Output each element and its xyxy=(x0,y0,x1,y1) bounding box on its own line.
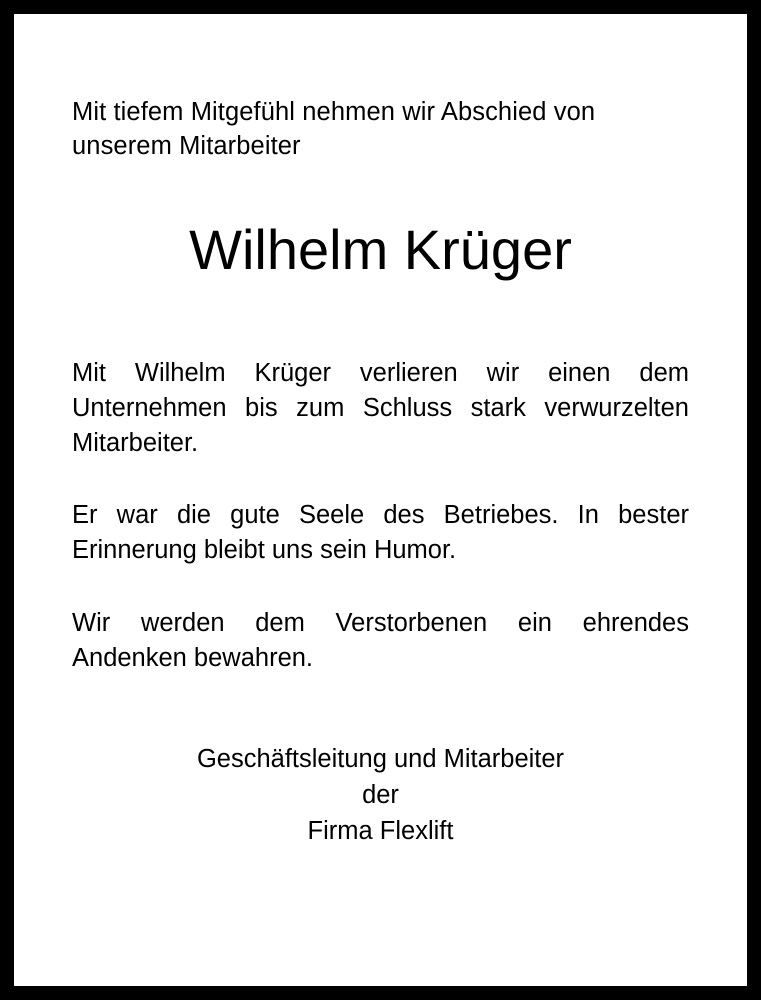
deceased-name: Wilhelm Krüger xyxy=(189,217,572,281)
signature-line-1: Geschäftsleitung und Mitarbeiter xyxy=(196,744,565,773)
memorial-paragraph-2: Er war die gute Seele des Betriebes. In bester Erinnerung bleibt uns sein Humor. xyxy=(72,501,689,565)
signature-line-3: Firma Flexlift xyxy=(307,816,454,845)
signature-line-2: der xyxy=(362,780,399,809)
intro-text: Mit tiefem Mitgefühl nehmen wir Abschied von unserem Mitarbeiter xyxy=(72,98,596,160)
memorial-paragraph-3: Wir werden dem Verstorbenen ein ehrendes Andenken bewahren. xyxy=(72,609,689,672)
obituary-content xyxy=(14,14,747,986)
signature-block xyxy=(72,742,689,850)
memorial-paragraph-1: Mit Wilhelm Krüger verlieren wir einen dem Unternehmen bis zum Schluss stark verwurzelten Mitarbeiter. xyxy=(72,359,689,458)
